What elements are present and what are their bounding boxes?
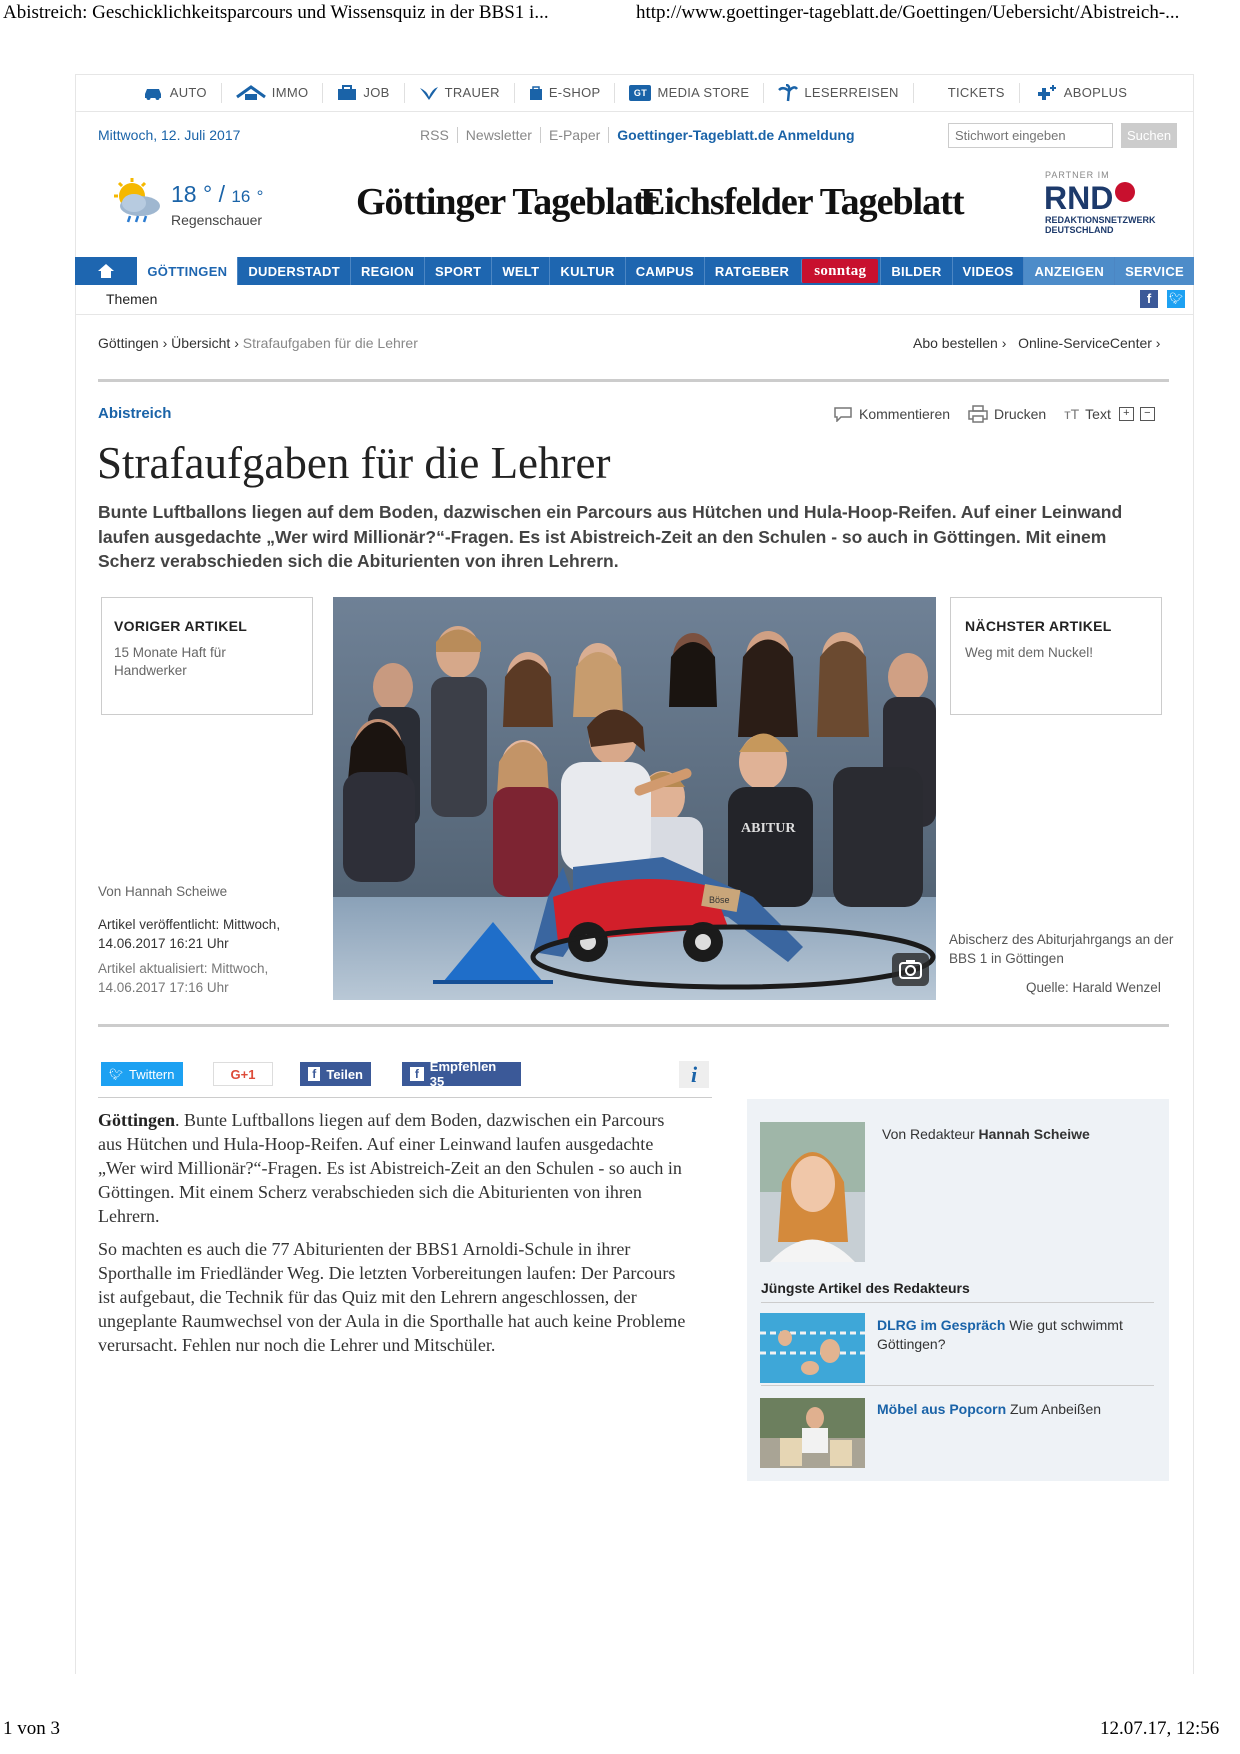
service-item-media-store[interactable]: GT MEDIA STORE [615,83,764,103]
service-item-leserreisen[interactable]: LESERREISEN [764,83,913,103]
sidebar-article-image-2[interactable] [760,1398,865,1468]
epaper-link[interactable]: E-Paper [541,127,609,143]
shopping-bag-icon [529,85,543,101]
weather-rain-icon [110,178,164,226]
photo-hoodie-text: ABITUR [741,821,796,836]
service-item-tickets[interactable]: TICKETS [914,83,1020,103]
article-lead: Bunte Luftballons liegen auf dem Boden, dazwischen ein Parcours aus Hütchen und Hula-Hoop-Reifen. Auf einer Leinwand laufen ausgedachte „Wer wird Millionär?“-Fragen. Es ist Abistreich-Zeit an den Schulen - so auch in Göttingen. Mit einem Scherz verabschieden sich die Abiturienten von ihren Lehrern. [98,502,1123,571]
search-input[interactable] [948,123,1113,148]
facebook-share-button[interactable]: f Teilen [300,1062,371,1086]
breadcrumb-current: Strafaufgaben für die Lehrer [242,335,418,351]
twitter-icon: 🐦︎ [109,1068,123,1081]
service-item-eshop[interactable]: E-SHOP [515,83,616,103]
facebook-icon[interactable]: f [1140,290,1158,308]
temperature: 18 ° / 16 ° [171,181,264,207]
text-decrease-button[interactable]: − [1140,407,1155,421]
published-date: Artikel veröffentlicht: Mittwoch, 14.06.2017 16:21 Uhr [98,917,281,951]
author-byline[interactable]: Von Hannah Scheiwe [98,884,228,899]
divider [75,314,1194,315]
service-item-trauer[interactable]: TRAUER [405,83,515,103]
article-tools [833,405,1155,423]
divider [761,1385,1154,1386]
plus-icon [1034,84,1058,102]
service-nav [76,74,1193,112]
divider [98,1024,1169,1027]
nav-anzeigen[interactable]: ANZEIGEN [1023,257,1114,285]
divider [98,1097,712,1098]
printer-icon [968,405,988,423]
house-icon [236,85,266,101]
comment-button[interactable]: Kommentieren [833,406,950,422]
photo-box-text: Böse [709,895,730,905]
car-icon [142,85,164,101]
current-date: Mittwoch, 12. Juli 2017 [98,127,241,143]
service-center-link[interactable]: Online-ServiceCenter [1018,335,1152,351]
palm-tree-icon [778,84,798,102]
rnd-logo[interactable]: RND [1044,180,1135,217]
rss-link[interactable]: RSS [412,127,458,143]
photo-caption: Abischerz des Abiturjahrgangs an der BBS 1 in Göttingen [949,932,1174,966]
print-button[interactable]: Drucken [968,405,1046,423]
service-item-auto[interactable]: AUTO [128,83,222,103]
abo-link[interactable]: Abo bestellen [913,335,998,351]
home-icon[interactable] [75,257,137,285]
breadcrumb: Göttingen › Übersicht › Strafaufgaben für die Lehrer [98,335,418,351]
print-header-title: Abistreich: Geschicklichkeitsparcours und Wissensquiz in der BBS1 i... [3,2,549,23]
nav-goettingen[interactable]: GÖTTINGEN [137,257,237,285]
photo-source: Quelle: Harald Wenzel [1026,980,1161,995]
print-footer-page: 1 von 3 [3,1718,60,1739]
top-links [412,127,863,143]
nav-kultur[interactable]: KULTUR [549,257,624,285]
facebook-recommend-button[interactable]: f Empfehlen 35 [402,1062,521,1086]
nav-sonntag[interactable]: sonntag [801,259,878,283]
breadcrumb-goettingen[interactable]: Göttingen [98,335,159,351]
twitter-icon[interactable]: 🐦︎ [1167,290,1185,308]
dove-icon [419,85,439,101]
article-photo[interactable] [333,597,936,1000]
service-item-job[interactable]: JOB [323,83,404,103]
main-nav [75,257,1194,285]
print-header-url: http://www.goettinger-tageblatt.de/Goettingen/Uebersicht/Abistreich-... [636,2,1180,23]
nav-ratgeber[interactable]: RATGEBER [704,257,799,285]
article-title: Strafaufgaben für die Lehrer [97,438,611,488]
info-button[interactable]: i [679,1061,709,1088]
next-article[interactable]: NÄCHSTER ARTIKEL Weg mit dem Nuckel! [950,597,1162,715]
divider [98,379,1169,382]
sidebar-author: Von Redakteur Hannah Scheiwe [882,1126,1090,1142]
article-paragraph-1: Göttingen. Bunte Luftballons liegen auf dem Boden, dazwischen ein Parcours aus Hütchen und Hula-Hoop-Reifen. Auf einer Leinwand laufen ausgedachte „Wer wird Millionär?“-Fragen. Es ist Abistreich-Zeit an den Schulen - so auch in Göttingen. Mit einem Scherz verabschieden sich die Abiturienten von ihren Lehrern. [98,1110,682,1226]
rnd-cross-icon [1115,182,1135,202]
nav-service[interactable]: SERVICE [1114,257,1194,285]
briefcase-icon [337,85,357,101]
partner-label: PARTNER IM [1045,170,1110,180]
nav-bilder[interactable]: BILDER [880,257,951,285]
twitter-share-button[interactable]: 🐦︎ Twittern [101,1062,183,1086]
login-link[interactable]: Goettinger-Tageblatt.de Anmeldung [617,127,855,143]
comment-icon [833,406,853,422]
newsletter-link[interactable]: Newsletter [458,127,541,143]
sidebar-heading: Jüngste Artikel des Redakteurs [761,1280,970,1296]
nav-region[interactable]: REGION [350,257,424,285]
sidebar-article-2[interactable]: Möbel aus Popcorn Zum Anbeißen [877,1401,1102,1417]
divider [761,1302,1154,1303]
masthead-eichsfelder[interactable]: Eichsfelder Tageblatt [640,181,964,223]
gplus-button[interactable]: G+1 [213,1062,273,1086]
camera-icon[interactable] [892,953,929,986]
sidebar-author-name[interactable]: Hannah Scheiwe [978,1126,1090,1142]
prev-article[interactable]: VORIGER ARTIKEL 15 Monate Haft für Handwerker [101,597,313,715]
gt-icon: GT [629,85,651,101]
text-size-control: тT Text + − [1064,406,1155,422]
breadcrumb-uebersicht[interactable]: Übersicht [171,335,231,351]
facebook-icon: f [410,1067,424,1081]
article-kicker[interactable]: Abistreich [98,405,172,422]
partner-subtitle: REDAKTIONSNETZWERK DEUTSCHLAND [1045,215,1156,235]
service-item-aboplus[interactable]: ABOPLUS [1020,83,1142,103]
nav-duderstadt[interactable]: DUDERSTADT [237,257,350,285]
author-photo[interactable] [760,1122,865,1262]
updated-date: Artikel aktualisiert: Mittwoch, 14.06.2017 17:16 Uhr [98,961,269,995]
masthead-goettinger[interactable]: Göttinger Tageblatt [356,181,657,223]
nav-campus[interactable]: CAMPUS [625,257,704,285]
text-size-icon: тT [1064,406,1080,422]
text-increase-button[interactable]: + [1119,407,1134,421]
themen-link[interactable]: Themen [106,291,158,307]
breadcrumb-right: Abo bestellen › Online-ServiceCenter › [913,335,1161,351]
print-footer-datetime: 12.07.17, 12:56 [1100,1718,1220,1739]
service-item-immo[interactable]: IMMO [222,83,324,103]
weather-description: Regenschauer [171,212,263,228]
sidebar-article-image-1[interactable] [760,1313,865,1383]
nav-sport[interactable]: SPORT [424,257,491,285]
article-paragraph-2: So machten es auch die 77 Abiturienten der BBS1 Arnoldi-Schule in ihrer Sporthalle im Friedländer Weg. Die letzten Vorbereitungen laufen: Der Parcours ist aufgebaut, die Technik für das Quiz mit den Lehrern angeschlossen, der ungeplante Raumwechsel von der Aula in die Sporthalle hat auch keine Probleme verursacht. Fehlen nur noch die Lehrer und Mitschüler. [98,1239,686,1355]
nav-welt[interactable]: WELT [491,257,549,285]
facebook-icon: f [308,1067,320,1081]
sidebar-article-1[interactable]: DLRG im Gespräch Wie gut schwimmt Göttingen? [877,1317,1123,1352]
search-button[interactable]: Suchen [1121,123,1177,148]
nav-videos[interactable]: VIDEOS [952,257,1024,285]
